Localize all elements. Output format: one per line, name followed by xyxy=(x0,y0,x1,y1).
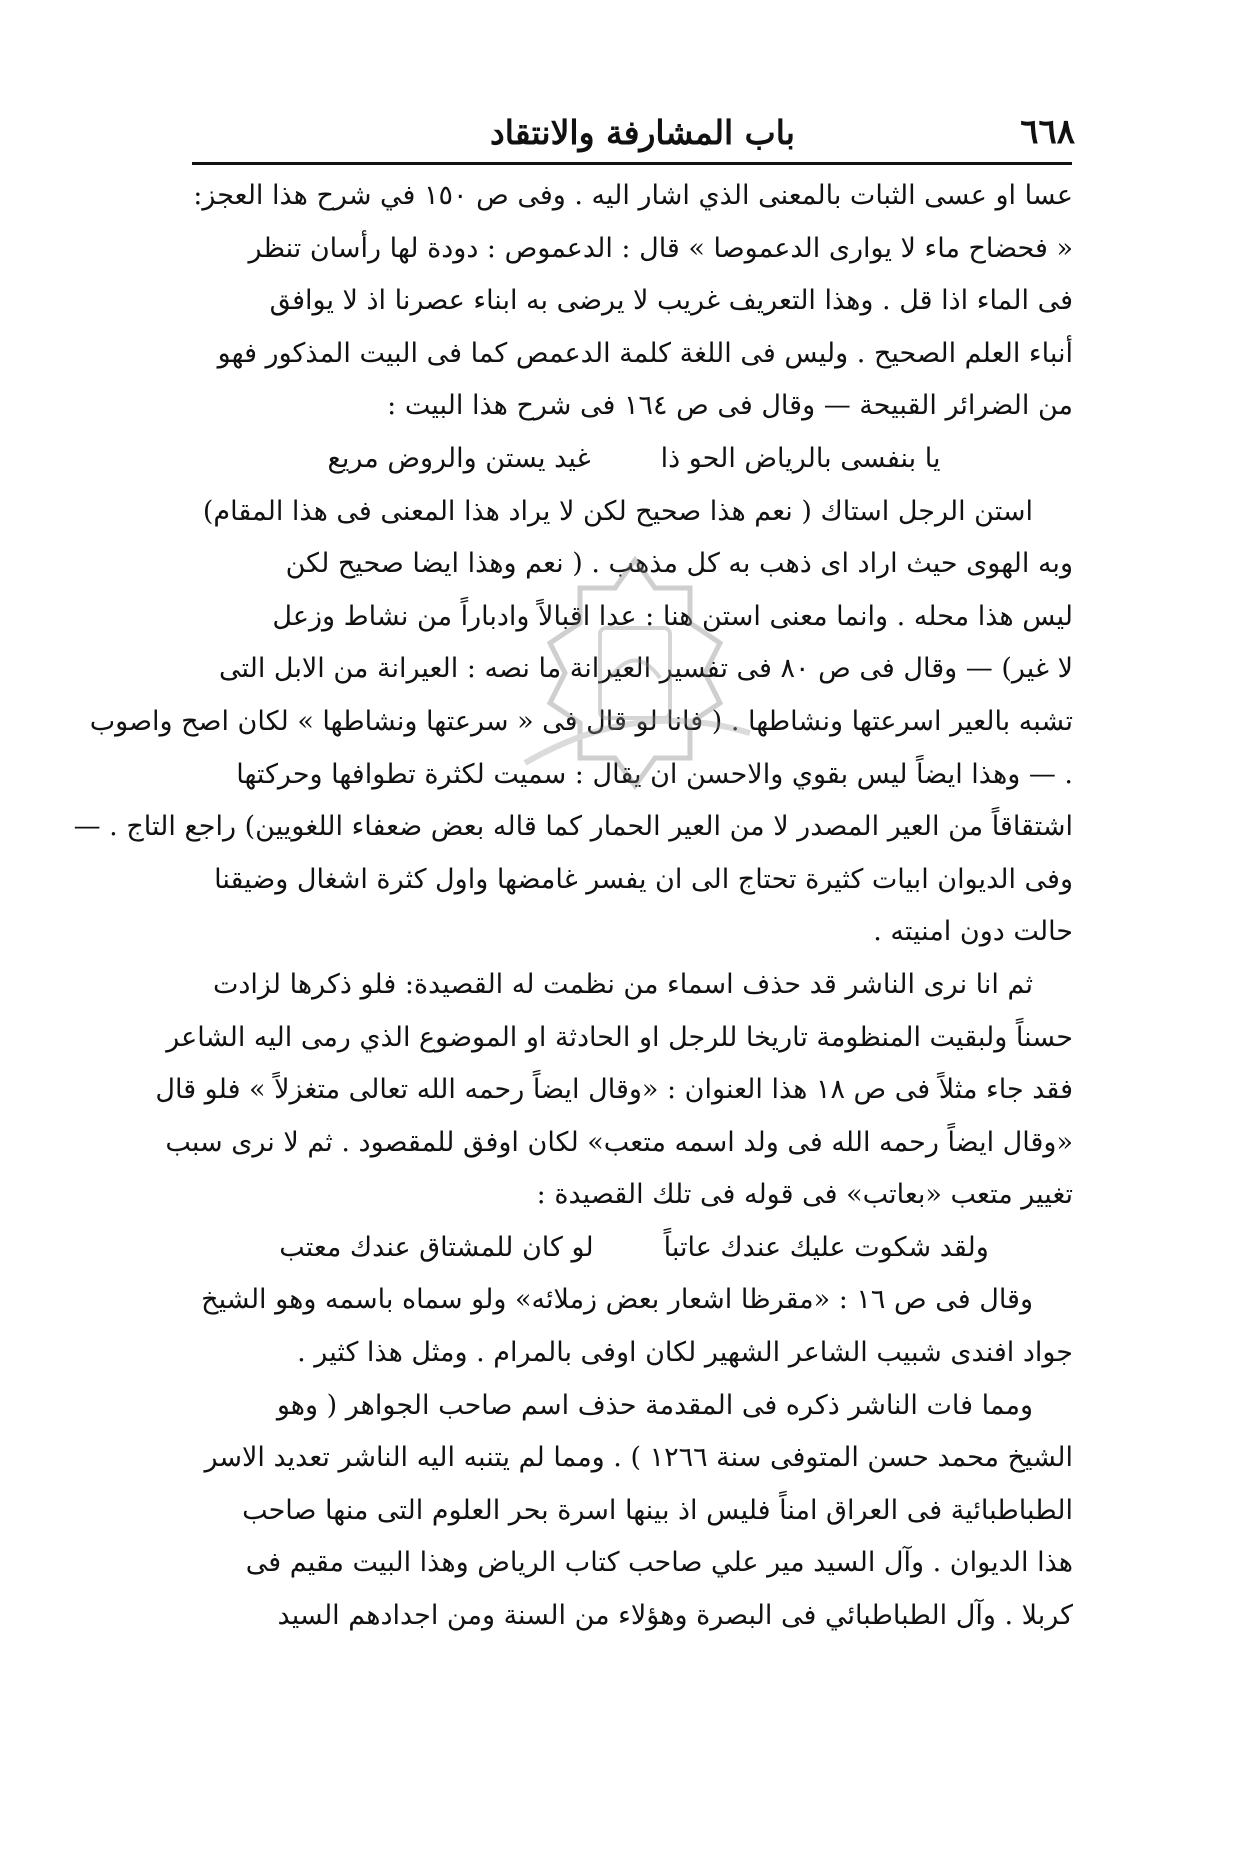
text-line: استن الرجل استاك ( نعم هذا صحيح لكن لا يراد هذا المعنى فى هذا المقام) xyxy=(202,495,1033,527)
header-rule xyxy=(192,162,1072,165)
text-line: تشبه بالعير اسرعتها ونشاطها . ( فانا لو قال فى « سرعتها ونشاطها » لكان اصح واصوب xyxy=(89,705,1073,737)
verse-hemistich-first: يا بنفسى بالرياض الحو ذا xyxy=(660,442,941,474)
text-line: . — وهذا ايضاً ليس بقوي والاحسن ان يقال : سميت لكثرة تطوافها وحركتها xyxy=(236,758,1073,790)
text-line: الشيخ محمد حسن المتوفى سنة ١٢٦٦ ) . ومما لم يتنبه اليه الناشر تعديد الاسر xyxy=(204,1442,1073,1474)
text-line: جواد افندى شبيب الشاعر الشهير لكان اوفى بالمرام . ومثل هذا كثير . xyxy=(297,1337,1073,1369)
text-line: « فحضاح ماء لا يوارى الدعموصا » قال : الدعموص : دودة لها رأسان تنظر xyxy=(248,232,1073,264)
running-head: باب المشارفة والانتقاد xyxy=(490,113,795,152)
text-line: «وقال ايضاً رحمه الله فى ولد اسمه متعب» لكان اوفق للمقصود . ثم لا نرى سبب xyxy=(165,1126,1073,1158)
text-line: وبه الهوى حيث اراد اى ذهب به كل مذهب . ( نعم وهذا ايضا صحيح لكن xyxy=(285,548,1073,580)
verse-line xyxy=(195,433,1073,486)
page-header xyxy=(190,92,1075,152)
verse-hemistich-second: غيد يستن والروض مريع xyxy=(327,442,591,474)
page-number: ٦٦٨ xyxy=(1020,112,1075,152)
text-line: لا غير) — وقال فى ص ٨٠ فى تفسير العيرانة ما نصه : العيرانة من الابل التى xyxy=(218,653,1073,685)
text-line: وقال فى ص ١٦ : «مقرظا اشعار بعض زملائه» ولو سماه باسمه وهو الشيخ xyxy=(201,1284,1033,1316)
verse-line xyxy=(195,1222,1073,1275)
text-line: من الضرائر القبيحة — وقال فى ص ١٦٤ فى شرح هذا البيت : xyxy=(387,390,1073,422)
text-line: عسا او عسى الثبات بالمعنى الذي اشار اليه . وفى ص ١٥٠ في شرح هذا العجز: xyxy=(193,180,1073,211)
text-line: فى الماء اذا قل . وهذا التعريف غريب لا يرضى به ابناء عصرنا اذ لا يوافق xyxy=(269,285,1073,317)
text-line: ليس هذا محله . وانما معنى استن هنا : عدا اقبالاً وادباراً من نشاط وزعل xyxy=(272,600,1073,632)
text-line: الطباطبائية فى العراق امناً فليس اذ بينها اسرة بحر العلوم التى منها صاحب xyxy=(242,1494,1073,1526)
text-line: فقد جاء مثلاً فى ص ١٨ هذا العنوان : «وقال ايضاً رحمه الله تعالى متغزلاً » فلو قال xyxy=(155,1074,1073,1106)
text-line: هذا الديوان . وآل السيد مير علي صاحب كتاب الرياض وهذا البيت مقيم فى xyxy=(245,1547,1073,1579)
text-line: كربلا . وآل الطباطبائي فى البصرة وهؤلاء من السنة ومن اجدادهم السيد xyxy=(277,1600,1073,1632)
text-line: ومما فات الناشر ذكره فى المقدمة حذف اسم صاحب الجواهر ( وهو xyxy=(276,1389,1033,1421)
text-line: تغيير متعب «بعاتب» فى قوله فى تلك القصيدة : xyxy=(536,1179,1073,1211)
text-line: اشتقاقاً من العير المصدر لا من العير الحمار كما قاله بعض ضعفاء اللغويين) راجع التاج . — xyxy=(73,811,1073,843)
verse-hemistich-first: ولقد شكوت عليك عندك عاتباً xyxy=(663,1231,989,1263)
body-text xyxy=(73,170,1073,1643)
text-line: ثم انا نرى الناشر قد حذف اسماء من نظمت له القصيدة: فلو ذكرها لزادت xyxy=(212,968,1033,1000)
text-line: وفى الديوان ابيات كثيرة تحتاج الى ان يفسر غامضها واول كثرة اشغال وضيقنا xyxy=(214,863,1073,895)
text-line: حسناً ولبقيت المنظومة تاريخا للرجل او الحادثة او الموضوع الذي رمى اليه الشاعر xyxy=(166,1021,1073,1053)
text-line: حالت دون امنيته . xyxy=(873,916,1073,948)
text-line: أنباء العلم الصحيح . وليس فى اللغة كلمة الدعمص كما فى البيت المذكور فهو xyxy=(217,337,1073,369)
verse-hemistich-second: لو كان للمشتاق عندك معتب xyxy=(279,1231,594,1263)
